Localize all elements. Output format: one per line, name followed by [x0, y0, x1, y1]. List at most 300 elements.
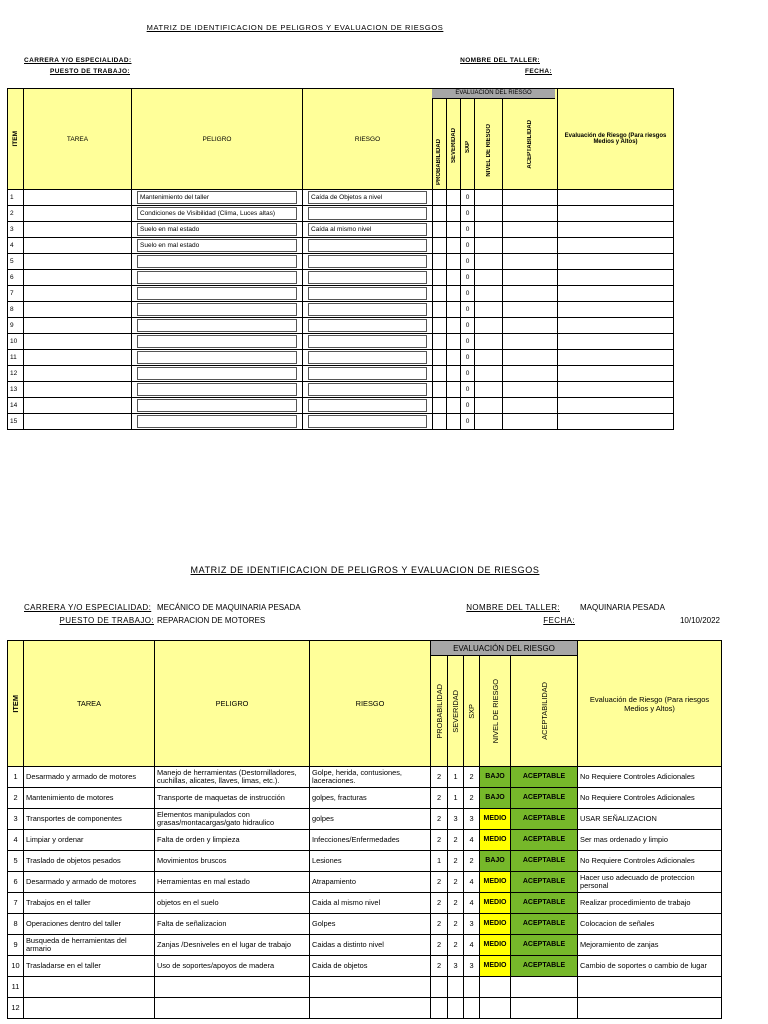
cell-sxp: 0 — [461, 414, 475, 430]
cell-sxp: 2 — [464, 851, 480, 872]
cell-riesgo[interactable] — [303, 414, 433, 430]
cell-peligro[interactable]: Zanjas /Desniveles en el lugar de trabajo — [155, 935, 310, 956]
cell-severidad[interactable]: 2 — [448, 872, 464, 893]
riesgo-dropdown[interactable] — [308, 287, 427, 300]
cell-nivel-riesgo: MEDIO — [480, 956, 511, 977]
header-aceptabilidad: ACEPTABILIDAD — [503, 89, 558, 190]
cell-eval-texto[interactable] — [578, 998, 722, 1019]
peligro-dropdown[interactable]: Condiciones de Visibilidad (Clima, Luces altas) — [137, 207, 297, 220]
cell-probabilidad[interactable] — [431, 998, 448, 1019]
cell-probabilidad[interactable] — [433, 350, 447, 366]
cell-severidad[interactable]: 2 — [448, 935, 464, 956]
table-row — [8, 398, 674, 414]
cell-severidad[interactable]: 1 — [448, 767, 464, 788]
cell-riesgo[interactable]: Caida al mismo nivel — [310, 893, 431, 914]
header-evaluacion-band: EVALUACIÓN DEL RIESGO — [431, 641, 578, 656]
matrix2-career-value: MECÁNICO DE MAQUINARIA PESADA — [157, 603, 301, 612]
cell-probabilidad[interactable] — [431, 977, 448, 998]
peligro-dropdown[interactable] — [137, 415, 297, 428]
riesgo-dropdown[interactable]: Caída al mismo nivel — [308, 223, 427, 236]
cell-tarea[interactable]: Transportes de componentes — [24, 809, 155, 830]
cell-aceptabilidad — [503, 190, 558, 206]
cell-aceptabilidad: ACEPTABLE — [511, 872, 578, 893]
cell-item: 5 — [8, 254, 24, 270]
peligro-dropdown[interactable] — [137, 351, 297, 364]
cell-severidad[interactable]: 2 — [448, 851, 464, 872]
cell-nivel — [475, 334, 503, 350]
matrix2-career-label: CARRERA Y/O ESPECIALIDAD: — [24, 603, 152, 612]
cell-nivel-riesgo — [480, 977, 511, 998]
cell-severidad[interactable] — [447, 350, 461, 366]
matrix1-table — [7, 88, 674, 430]
matrix1-career-label: CARRERA Y/O ESPECIALIDAD: — [24, 57, 132, 64]
cell-peligro[interactable]: Uso de soportes/apoyos de madera — [155, 956, 310, 977]
cell-peligro[interactable]: Elementos manipulados con grasas/montacargas/gato hidraulico — [155, 809, 310, 830]
cell-probabilidad[interactable]: 2 — [431, 914, 448, 935]
cell-aceptabilidad — [511, 998, 578, 1019]
cell-riesgo[interactable] — [303, 302, 433, 318]
table-row — [8, 286, 674, 302]
cell-peligro[interactable]: Herramientas en mal estado — [155, 872, 310, 893]
cell-severidad[interactable] — [447, 334, 461, 350]
cell-peligro[interactable] — [155, 977, 310, 998]
table-row — [8, 893, 722, 914]
header-evaluacion-band: EVALUACIÓN DEL RIESGO — [432, 89, 555, 99]
riesgo-dropdown[interactable] — [308, 239, 427, 252]
peligro-dropdown[interactable] — [137, 399, 297, 412]
cell-riesgo[interactable] — [303, 190, 433, 206]
riesgo-dropdown[interactable] — [308, 335, 427, 348]
cell-tarea[interactable] — [24, 350, 132, 366]
riesgo-dropdown[interactable] — [308, 351, 427, 364]
cell-severidad[interactable] — [447, 254, 461, 270]
cell-item: 7 — [8, 286, 24, 302]
riesgo-dropdown[interactable] — [308, 415, 427, 428]
cell-tarea[interactable] — [24, 238, 132, 254]
cell-sxp: 0 — [461, 366, 475, 382]
table-row — [8, 809, 722, 830]
riesgo-dropdown[interactable] — [308, 367, 427, 380]
cell-item: 14 — [8, 398, 24, 414]
cell-eval-texto[interactable]: Colocacion de señales — [578, 914, 722, 935]
cell-riesgo[interactable] — [303, 238, 433, 254]
cell-eval-texto[interactable] — [558, 270, 674, 286]
cell-severidad[interactable] — [448, 977, 464, 998]
cell-peligro[interactable] — [132, 302, 303, 318]
table-row — [8, 998, 722, 1019]
cell-eval-texto[interactable]: No Requiere Controles Adicionales — [578, 851, 722, 872]
cell-severidad[interactable]: 2 — [448, 914, 464, 935]
cell-sxp: 3 — [464, 914, 480, 935]
cell-tarea[interactable] — [24, 998, 155, 1019]
cell-eval-texto[interactable]: Realizar procedimiento de trabajo — [578, 893, 722, 914]
header-eval-texto: Evaluación de Riesgo (Para riesgos Medios y Altos) — [558, 89, 674, 190]
cell-severidad[interactable] — [447, 398, 461, 414]
cell-eval-texto[interactable]: Cambio de soportes o cambio de lugar — [578, 956, 722, 977]
header-tarea: TAREA — [24, 641, 155, 767]
table-row — [8, 366, 674, 382]
cell-tarea[interactable] — [24, 190, 132, 206]
cell-riesgo[interactable] — [303, 318, 433, 334]
cell-peligro[interactable]: Manejo de herramientas (Destornilladores, cuchillas, alicates, llaves, limas, etc.). — [155, 767, 310, 788]
cell-probabilidad[interactable] — [433, 398, 447, 414]
cell-tarea[interactable]: Trabajos en el taller — [24, 893, 155, 914]
cell-sxp: 0 — [461, 398, 475, 414]
cell-eval-texto[interactable] — [558, 366, 674, 382]
cell-riesgo[interactable]: Caidas a distinto nivel — [310, 935, 431, 956]
cell-tarea[interactable] — [24, 398, 132, 414]
cell-riesgo[interactable]: golpes, fracturas — [310, 788, 431, 809]
cell-riesgo[interactable] — [310, 977, 431, 998]
matrix2-band-row — [8, 641, 722, 656]
cell-aceptabilidad — [503, 414, 558, 430]
cell-peligro[interactable] — [132, 238, 303, 254]
cell-severidad[interactable]: 3 — [448, 956, 464, 977]
cell-probabilidad[interactable]: 1 — [431, 851, 448, 872]
cell-eval-texto[interactable] — [558, 254, 674, 270]
cell-peligro[interactable] — [132, 382, 303, 398]
cell-eval-texto[interactable] — [558, 398, 674, 414]
riesgo-dropdown[interactable] — [308, 207, 427, 220]
cell-tarea[interactable] — [24, 222, 132, 238]
cell-riesgo[interactable]: Golpe, herida, contusiones, laceraciones. — [310, 767, 431, 788]
cell-item: 11 — [8, 350, 24, 366]
cell-peligro[interactable]: Movimientos bruscos — [155, 851, 310, 872]
cell-eval-texto[interactable]: Mejoramiento de zanjas — [578, 935, 722, 956]
cell-eval-texto[interactable] — [558, 206, 674, 222]
cell-nivel — [475, 414, 503, 430]
cell-eval-texto[interactable] — [558, 222, 674, 238]
table-row — [8, 238, 674, 254]
cell-peligro[interactable] — [132, 350, 303, 366]
cell-peligro[interactable] — [132, 414, 303, 430]
cell-tarea[interactable]: Desarmado y armado de motores — [24, 767, 155, 788]
cell-nivel — [475, 222, 503, 238]
cell-severidad[interactable] — [447, 190, 461, 206]
cell-eval-texto[interactable] — [558, 190, 674, 206]
cell-eval-texto[interactable] — [558, 334, 674, 350]
table-row — [8, 935, 722, 956]
header-sxp: SXP — [464, 656, 480, 767]
cell-probabilidad[interactable] — [433, 270, 447, 286]
cell-probabilidad[interactable] — [433, 302, 447, 318]
cell-aceptabilidad — [503, 398, 558, 414]
cell-item: 1 — [8, 190, 24, 206]
peligro-dropdown[interactable] — [137, 319, 297, 332]
peligro-dropdown[interactable] — [137, 255, 297, 268]
cell-riesgo[interactable]: golpes — [310, 809, 431, 830]
cell-probabilidad[interactable] — [433, 318, 447, 334]
table-row — [8, 254, 674, 270]
cell-severidad[interactable] — [447, 366, 461, 382]
cell-sxp: 0 — [461, 206, 475, 222]
cell-peligro[interactable]: objetos en el suelo — [155, 893, 310, 914]
cell-eval-texto[interactable] — [558, 302, 674, 318]
peligro-dropdown[interactable] — [137, 383, 297, 396]
cell-peligro[interactable] — [132, 270, 303, 286]
peligro-dropdown[interactable]: Mantenimiento del taller — [137, 191, 297, 204]
cell-tarea[interactable] — [24, 302, 132, 318]
cell-severidad[interactable] — [447, 238, 461, 254]
matrix2-date-value: 10/10/2022 — [679, 616, 720, 625]
cell-riesgo[interactable] — [303, 206, 433, 222]
cell-sxp: 0 — [461, 318, 475, 334]
header-item: ITEM — [8, 89, 24, 190]
cell-eval-texto[interactable]: Ser mas ordenado y limpio — [578, 830, 722, 851]
cell-aceptabilidad — [503, 238, 558, 254]
cell-tarea[interactable]: Mantenimiento de motores — [24, 788, 155, 809]
cell-riesgo[interactable] — [303, 222, 433, 238]
cell-sxp: 0 — [461, 334, 475, 350]
cell-aceptabilidad: ACEPTABLE — [511, 788, 578, 809]
riesgo-dropdown[interactable] — [308, 383, 427, 396]
cell-severidad[interactable]: 2 — [448, 893, 464, 914]
matrix1-date-label: FECHA: — [525, 68, 552, 75]
cell-item: 12 — [8, 998, 24, 1019]
peligro-dropdown[interactable] — [137, 271, 297, 284]
peligro-dropdown[interactable] — [137, 287, 297, 300]
cell-tarea[interactable] — [24, 414, 132, 430]
table-row — [8, 788, 722, 809]
cell-item: 7 — [8, 893, 24, 914]
cell-aceptabilidad — [503, 334, 558, 350]
cell-probabilidad[interactable] — [433, 414, 447, 430]
riesgo-dropdown[interactable] — [308, 303, 427, 316]
cell-eval-texto[interactable]: USAR SEÑALIZACION — [578, 809, 722, 830]
cell-peligro[interactable]: Transporte de maquetas de instrucción — [155, 788, 310, 809]
cell-severidad[interactable]: 3 — [448, 809, 464, 830]
cell-probabilidad[interactable] — [433, 254, 447, 270]
cell-nivel — [475, 270, 503, 286]
cell-item: 9 — [8, 935, 24, 956]
cell-item: 6 — [8, 872, 24, 893]
header-nivel: NIVEL DE RIESGO — [480, 656, 511, 767]
cell-tarea[interactable]: Limpiar y ordenar — [24, 830, 155, 851]
cell-eval-texto[interactable] — [558, 382, 674, 398]
peligro-dropdown[interactable] — [137, 335, 297, 348]
cell-probabilidad[interactable] — [433, 238, 447, 254]
cell-tarea[interactable]: Desarmado y armado de motores — [24, 872, 155, 893]
cell-probabilidad[interactable]: 2 — [431, 788, 448, 809]
header-severidad: SEVERIDAD — [448, 656, 464, 767]
cell-probabilidad[interactable]: 2 — [431, 935, 448, 956]
cell-peligro[interactable] — [132, 398, 303, 414]
cell-aceptabilidad: ACEPTABLE — [511, 914, 578, 935]
matrix1-header-row — [8, 89, 674, 190]
cell-peligro[interactable] — [132, 286, 303, 302]
cell-severidad[interactable]: 1 — [448, 788, 464, 809]
header-item: ITEM — [8, 641, 24, 767]
cell-nivel-riesgo: MEDIO — [480, 830, 511, 851]
cell-nivel — [475, 318, 503, 334]
cell-riesgo[interactable]: Golpes — [310, 914, 431, 935]
cell-riesgo[interactable] — [303, 350, 433, 366]
cell-item: 1 — [8, 767, 24, 788]
cell-tarea[interactable] — [24, 206, 132, 222]
header-riesgo: RIESGO — [310, 641, 431, 767]
cell-peligro[interactable] — [132, 222, 303, 238]
cell-nivel-riesgo — [480, 998, 511, 1019]
cell-eval-texto[interactable]: Hacer uso adecuado de proteccion personal — [578, 872, 722, 893]
riesgo-dropdown[interactable] — [308, 319, 427, 332]
cell-riesgo[interactable] — [303, 286, 433, 302]
table-row — [8, 914, 722, 935]
cell-nivel — [475, 398, 503, 414]
table-row — [8, 206, 674, 222]
cell-tarea[interactable] — [24, 286, 132, 302]
cell-severidad[interactable] — [447, 414, 461, 430]
cell-tarea[interactable] — [24, 366, 132, 382]
cell-probabilidad[interactable] — [433, 382, 447, 398]
cell-riesgo[interactable]: Atrapamiento — [310, 872, 431, 893]
cell-tarea[interactable]: Trasladarse en el taller — [24, 956, 155, 977]
riesgo-dropdown[interactable] — [308, 255, 427, 268]
peligro-dropdown[interactable] — [137, 367, 297, 380]
cell-severidad[interactable]: 2 — [448, 830, 464, 851]
peligro-dropdown[interactable]: Suelo en mal estado — [137, 239, 297, 252]
cell-item: 10 — [8, 956, 24, 977]
cell-aceptabilidad — [503, 302, 558, 318]
cell-eval-texto[interactable]: No Requiere Controles Adicionales — [578, 767, 722, 788]
cell-riesgo[interactable]: Caida de objetos — [310, 956, 431, 977]
cell-probabilidad[interactable] — [433, 222, 447, 238]
table-row — [8, 222, 674, 238]
cell-peligro[interactable] — [132, 366, 303, 382]
cell-tarea[interactable] — [24, 977, 155, 998]
cell-riesgo[interactable] — [303, 382, 433, 398]
cell-peligro[interactable]: Falta de orden y limpieza — [155, 830, 310, 851]
cell-tarea[interactable] — [24, 254, 132, 270]
peligro-dropdown[interactable] — [137, 303, 297, 316]
cell-peligro[interactable]: Falta de señalizacion — [155, 914, 310, 935]
cell-eval-texto[interactable] — [558, 350, 674, 366]
header-aceptabilidad: ACEPTABILIDAD — [511, 656, 578, 767]
cell-tarea[interactable]: Busqueda de herramientas del armario — [24, 935, 155, 956]
cell-nivel — [475, 350, 503, 366]
cell-item: 11 — [8, 977, 24, 998]
cell-severidad[interactable] — [447, 222, 461, 238]
cell-peligro[interactable] — [132, 190, 303, 206]
header-severidad: SEVERIDAD — [447, 89, 461, 190]
cell-aceptabilidad — [503, 382, 558, 398]
cell-probabilidad[interactable]: 2 — [431, 830, 448, 851]
cell-sxp: 0 — [461, 190, 475, 206]
cell-item: 15 — [8, 414, 24, 430]
table-row — [8, 318, 674, 334]
cell-probabilidad[interactable] — [433, 366, 447, 382]
table-row — [8, 350, 674, 366]
cell-eval-texto[interactable] — [558, 318, 674, 334]
cell-severidad[interactable] — [447, 382, 461, 398]
header-nivel: NIVEL DE RIESGO — [475, 89, 503, 190]
cell-severidad[interactable] — [447, 302, 461, 318]
cell-riesgo[interactable]: Infecciones/Enfermedades — [310, 830, 431, 851]
table-row — [8, 977, 722, 998]
cell-riesgo[interactable] — [310, 998, 431, 1019]
cell-aceptabilidad — [503, 254, 558, 270]
cell-probabilidad[interactable] — [433, 334, 447, 350]
cell-eval-texto[interactable] — [578, 977, 722, 998]
cell-riesgo[interactable] — [303, 366, 433, 382]
riesgo-dropdown[interactable] — [308, 271, 427, 284]
cell-aceptabilidad: ACEPTABLE — [511, 956, 578, 977]
cell-tarea[interactable] — [24, 334, 132, 350]
cell-tarea[interactable]: Traslado de objetos pesados — [24, 851, 155, 872]
cell-peligro[interactable] — [132, 254, 303, 270]
cell-probabilidad[interactable]: 2 — [431, 956, 448, 977]
cell-tarea[interactable]: Operaciones dentro del taller — [24, 914, 155, 935]
cell-probabilidad[interactable]: 2 — [431, 893, 448, 914]
cell-peligro[interactable] — [155, 998, 310, 1019]
header-peligro: PELIGRO — [155, 641, 310, 767]
cell-eval-texto[interactable] — [558, 238, 674, 254]
cell-riesgo[interactable] — [303, 270, 433, 286]
cell-peligro[interactable] — [132, 318, 303, 334]
cell-aceptabilidad — [503, 286, 558, 302]
cell-item: 13 — [8, 382, 24, 398]
table-row — [8, 767, 722, 788]
cell-eval-texto[interactable]: No Requiere Controles Adicionales — [578, 788, 722, 809]
cell-item: 12 — [8, 366, 24, 382]
cell-aceptabilidad — [503, 222, 558, 238]
cell-severidad[interactable] — [447, 270, 461, 286]
riesgo-dropdown[interactable] — [308, 399, 427, 412]
cell-sxp: 0 — [461, 286, 475, 302]
matrix2-post-value: REPARACION DE MOTORES — [157, 616, 266, 625]
header-tarea: TAREA — [24, 89, 132, 190]
cell-item: 3 — [8, 809, 24, 830]
header-peligro: PELIGRO — [132, 89, 303, 190]
cell-aceptabilidad — [503, 270, 558, 286]
cell-riesgo[interactable]: Lesiones — [310, 851, 431, 872]
cell-peligro[interactable] — [132, 334, 303, 350]
matrix2-workshop-value: MAQUINARIA PESADA — [580, 603, 665, 612]
header-sxp: SXP — [461, 89, 475, 190]
table-row — [8, 382, 674, 398]
cell-probabilidad[interactable]: 2 — [431, 767, 448, 788]
cell-riesgo[interactable] — [303, 334, 433, 350]
cell-probabilidad[interactable]: 2 — [431, 872, 448, 893]
cell-probabilidad[interactable] — [433, 206, 447, 222]
cell-tarea[interactable] — [24, 270, 132, 286]
cell-severidad[interactable] — [447, 286, 461, 302]
cell-item: 10 — [8, 334, 24, 350]
cell-item: 4 — [8, 238, 24, 254]
cell-probabilidad[interactable]: 2 — [431, 809, 448, 830]
cell-nivel — [475, 382, 503, 398]
cell-peligro[interactable] — [132, 206, 303, 222]
cell-eval-texto[interactable] — [558, 414, 674, 430]
table-row — [8, 830, 722, 851]
cell-probabilidad[interactable] — [433, 190, 447, 206]
cell-severidad[interactable] — [447, 318, 461, 334]
matrix2-date-label: FECHA: — [543, 616, 575, 625]
cell-riesgo[interactable] — [303, 398, 433, 414]
riesgo-dropdown[interactable]: Caída de Objetos a nivel — [308, 191, 427, 204]
cell-riesgo[interactable] — [303, 254, 433, 270]
cell-probabilidad[interactable] — [433, 286, 447, 302]
cell-eval-texto[interactable] — [558, 286, 674, 302]
cell-tarea[interactable] — [24, 318, 132, 334]
cell-severidad[interactable] — [447, 206, 461, 222]
matrix2-post-label: PUESTO DE TRABAJO: — [59, 616, 154, 625]
cell-severidad[interactable] — [448, 998, 464, 1019]
cell-sxp: 4 — [464, 893, 480, 914]
cell-nivel — [475, 190, 503, 206]
peligro-dropdown[interactable]: Suelo en mal estado — [137, 223, 297, 236]
cell-nivel-riesgo: BAJO — [480, 767, 511, 788]
cell-tarea[interactable] — [24, 382, 132, 398]
